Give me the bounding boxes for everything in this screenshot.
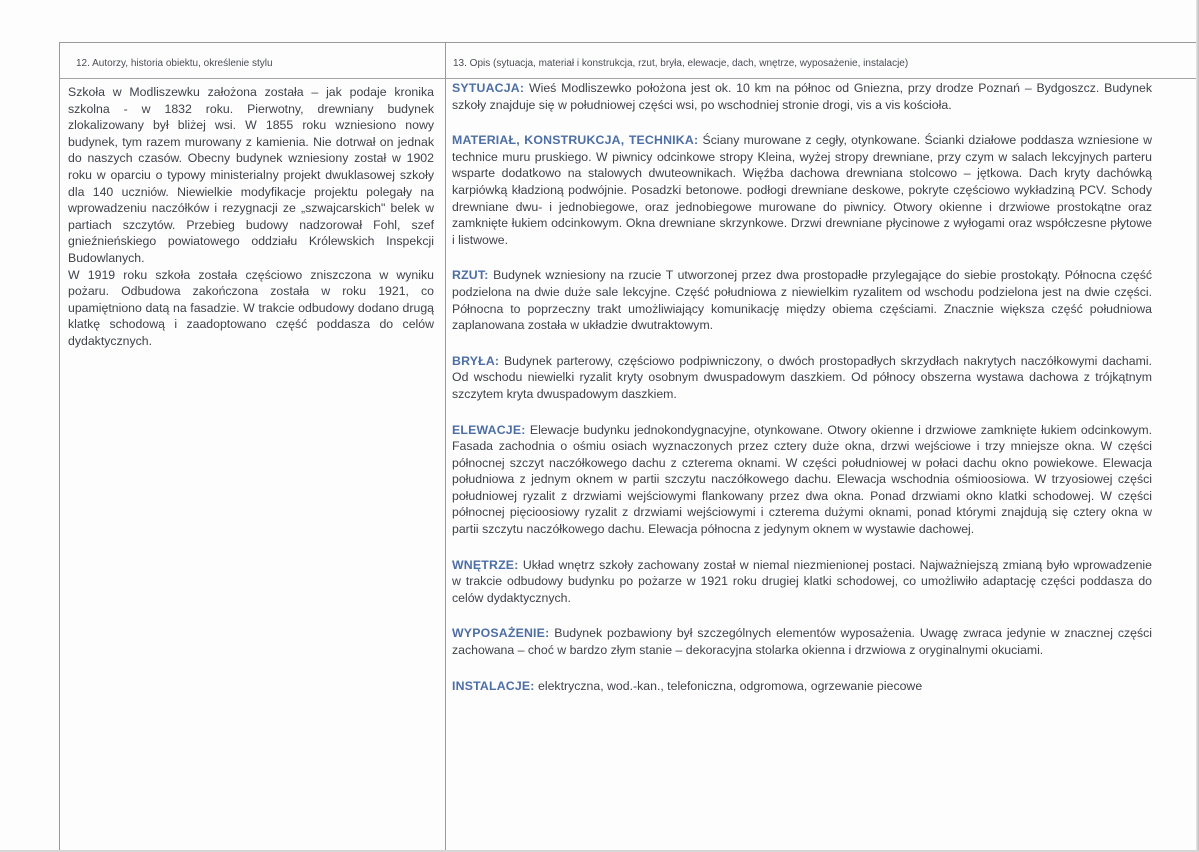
section-text-sytuacja: Wieś Modliszewko położona jest ok. 10 km na północ od Gniezna, przy drodze Poznań – Bydgoszcz. Budynek szkoły znajduje się w południowej części wsi, po wschodniej stronie drogi, vis a vis kościoła. [452, 81, 1152, 112]
section-title-wnetrze: WNĘTRZE: [452, 557, 519, 572]
section-text-wyposazenie: Budynek pozbawiony był szczególnych elementów wyposażenia. Uwagę zwraca jedynie w znacznej części zachowana – choć w bardzo złym stanie – dekoracyjna stolarka okienna i drzwiowa z oryginalnymi okuciami. [452, 626, 1153, 658]
section-title-rzut: RZUT: [452, 268, 489, 283]
section-wyposazenie [452, 625, 1152, 658]
section-text-material: Ściany murowane z cegły, otynkowane. Ścianki działowe poddasza wzniesione w technice muru pruskiego. W piwnicy odcinkowe stropy Kleina, wyżej stropy drewniane, przy czym w salach lekcyjnych parteru wsparte dodatkowo na stalowych dwuteownikach. Więźba dachowa drewniana stolcowo – jętkowa. Dach kryty dachówką karpiówką kładzioną podwójnie. Posadzki betonowe. podłogi drewniane deskowe, pokryte częściowo wykładziną PCV. Schody drewniane dwu- i jednobiegowe, oraz jednobiegowe murowane do piwnicy. Otwory okienne i drzwiowe prostokątne oraz zamknięte łukiem odcinkowym. Okna drewniane skrzynkowe. Drzwi drewniane płycinowe z wyłogami oraz współczesne płytowe i listwowe. [452, 133, 1152, 247]
section-title-instalacje: INSTALACJE: [452, 678, 535, 693]
column-divider [445, 42, 446, 852]
history-column-header: 12. Autorzy, historia obiektu, określenie stylu [76, 58, 273, 69]
section-sytuacja [452, 80, 1152, 113]
history-paragraph-2: W 1919 roku szkoła została częściowo zniszczona w wyniku pożaru. Odbudowa zakończona została w roku 1921, co upamiętniono datą na fasadzie. W trakcie odbudowy dodano drugą klatkę schodową i zaadoptowano część poddasza do celów dydaktycznych. [68, 267, 434, 348]
section-instalacje [452, 678, 1152, 695]
section-text-elewacje: Elewacje budynku jednokondygnacyjne, otynkowane. Otwory okienne i drzwiowe zamknięte łukiem odcinkowym. Fasada zachodnia o ośmiu osiach wyznaczonych przez cztery duże okna, drzwi wejściowe i trzy mniejsze okna. W części północnej szczyt naczółkowego dachu z czterema oknami. W części południowej w połaci dachu okno powiekowe. Elewacja południowa z jednym oknem w partii szczytu naczółkowego dachu. Elewacja wschodnia ośmioosiowa. W trzyosiowej części południowej ryzalit z drzwiami wejściowymi flankowany przez dwa okna. Ponad drzwiami okno klatki schodowej. W części północnej pięcioosiowy ryzalit z drzwiami wejściowymi i czterema dużymi oknami, ponad którymi znajdują się cztery okna w partii szczytu naczółkowego dachu. Elewacja północna z jedynym oknem w wystawie dachowej. [452, 422, 1153, 537]
description-column [452, 80, 1152, 713]
section-text-instalacje: elektryczna, wod.-kan., telefoniczna, odgromowa, ogrzewanie piecowe [538, 678, 923, 693]
history-column [68, 84, 434, 350]
section-wnetrze [452, 557, 1152, 607]
section-title-wyposazenie: WYPOSAŻENIE: [452, 626, 550, 641]
section-title-elewacje: ELEWACJE: [452, 422, 526, 437]
section-bryla [452, 353, 1152, 403]
section-title-sytuacja: SYTUACJA: [452, 81, 525, 95]
top-rule [59, 42, 1199, 43]
section-text-rzut: Budynek wzniesiony na rzucie T utworzonej przez dwa prostopadłe przylegające do siebie prostokąty. Północna część podzielona na dwie duże sale lekcyjne. Część południowa z niewielkim ryzalitem od wschodu podzielona jest na dwie części. Północna to poprzeczny trakt umożliwiający komunikację między obiema częściami. Znacznie większa część południowa zaplanowana została w układzie dwutraktowym. [452, 268, 1152, 333]
description-column-header: 13. Opis (sytuacja, materiał i konstrukcja, rzut, bryła, elewacje, dach, wnętrze, wyposażenie, instalacje) [453, 58, 909, 69]
section-material [452, 132, 1152, 248]
section-title-material: MATERIAŁ, KONSTRUKCJA, TECHNIKA: [452, 133, 699, 148]
section-elewacje [452, 422, 1152, 538]
section-text-bryla: Budynek parterowy, częściowo podpiwniczony, o dwóch prostopadłych skrzydłach nakrytych naczółkowymi dachami. Od wschodu niewielki ryzalit kryty osobnym dwuspadowym daszkiem. Od północy obszerna wystawa dachowa z trójkątnym szczytem kryta dwuspadowym daszkiem. [452, 353, 1152, 401]
section-title-bryla: BRYŁA: [452, 353, 500, 368]
left-margin-rule [59, 42, 60, 852]
history-paragraph-1: Szkoła w Modliszewku założona została – jak podaje kronika szkolna - w 1832 roku. Pierwotny, drewniany budynek zlokalizowany był bliżej wsi. W 1855 roku wzniesiono nowy budynek, tym razem murowany z kamienia. Nie dotrwał on jednak do naszych czasów. Obecny budynek wzniesiony został w 1902 roku w oparciu o typowy ministerialny projekt dwuklasowej szkoły dla 140 uczniów. Niewielkie modyfikacje projektu polegały na wprowadzeniu naczółków i rezygnacji ze „szwajcarskich" belek w partiach szczytów. Przebieg budowy nadzorował Fohl, szef gnieźnieńskiego powiatowego oddziału Królewskich Inspekcji Budowlanych. [68, 85, 434, 265]
section-text-wnetrze: Układ wnętrz szkoły zachowany został w niemal niezmienionej postaci. Najważniejszą zmianą było wprowadzenie w trakcie odbudowy budynku po pożarze w 1921 roku drugiej klatki schodowej, co umożliwiło adaptację części poddasza do celów dydaktycznych. [452, 557, 1152, 605]
section-rzut [452, 267, 1152, 333]
header-rule [59, 78, 1199, 79]
